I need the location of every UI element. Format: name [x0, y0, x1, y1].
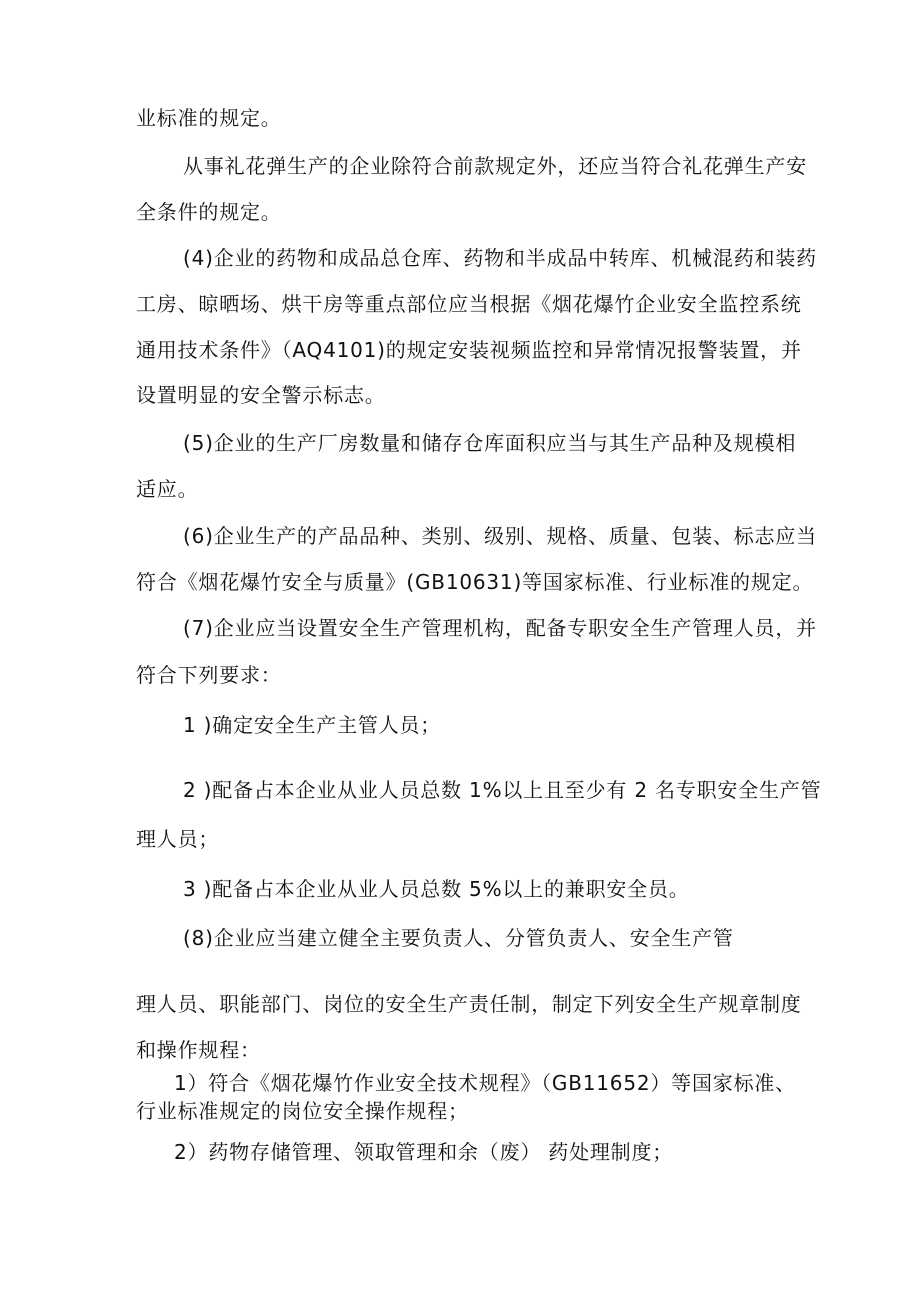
text-line: (6)企业生产的产品品种、类别、级别、规格、质量、包装、标志应当: [183, 524, 817, 548]
text-line: (4)企业的药物和成品总仓库、药物和半成品中转库、机械混药和装药: [183, 246, 817, 270]
text-line: 1）符合《烟花爆竹作业安全技术规程》（GB11652）等国家标准、: [174, 1071, 796, 1095]
text-line: 适应。: [136, 477, 199, 501]
text-line: 理人员、职能部门、岗位的安全生产责任制，制定下列安全生产规章制度: [136, 992, 802, 1016]
text-line: 业标准的规定。: [136, 106, 282, 130]
text-line: 1 )确定安全生产主管人员；: [183, 713, 442, 737]
text-line: 工房、晾晒场、烘干房等重点部位应当根据《烟花爆竹企业安全监控系统: [136, 292, 802, 316]
text-line: 从事礼花弹生产的企业除符合前款规定外，还应当符合礼花弹生产安: [183, 154, 807, 178]
text-line: 设置明显的安全警示标志。: [136, 383, 386, 407]
text-line: 符合下列要求：: [136, 663, 282, 687]
text-line: (5)企业的生产厂房数量和储存仓库面积应当与其生产品种及规模相: [183, 431, 797, 455]
text-line: (7)企业应当设置安全生产管理机构，配备专职安全生产管理人员，并: [183, 616, 817, 640]
text-line: 2）药物存储管理、领取管理和余（废） 药处理制度；: [174, 1140, 674, 1164]
text-line: (8)企业应当建立健全主要负责人、分管负责人、安全生产管: [183, 926, 734, 950]
text-line: 3 )配备占本企业从业人员总数 5%以上的兼职安全员。: [183, 877, 690, 901]
text-line: 符合《烟花爆竹安全与质量》(GB10631)等国家标准、行业标准的规定。: [136, 570, 814, 594]
text-line: 通用技术条件》（AQ4101)的规定安装视频监控和异常情况报警装置，并: [136, 338, 802, 362]
text-line: 行业标准规定的岗位安全操作规程；: [136, 1099, 469, 1123]
text-line: 全条件的规定。: [136, 200, 282, 224]
text-line: 理人员；: [136, 827, 220, 851]
text-line: 2 )配备占本企业从业人员总数 1%以上且至少有 2 名专职安全生产管: [183, 778, 822, 802]
text-line: 和操作规程：: [136, 1038, 261, 1062]
